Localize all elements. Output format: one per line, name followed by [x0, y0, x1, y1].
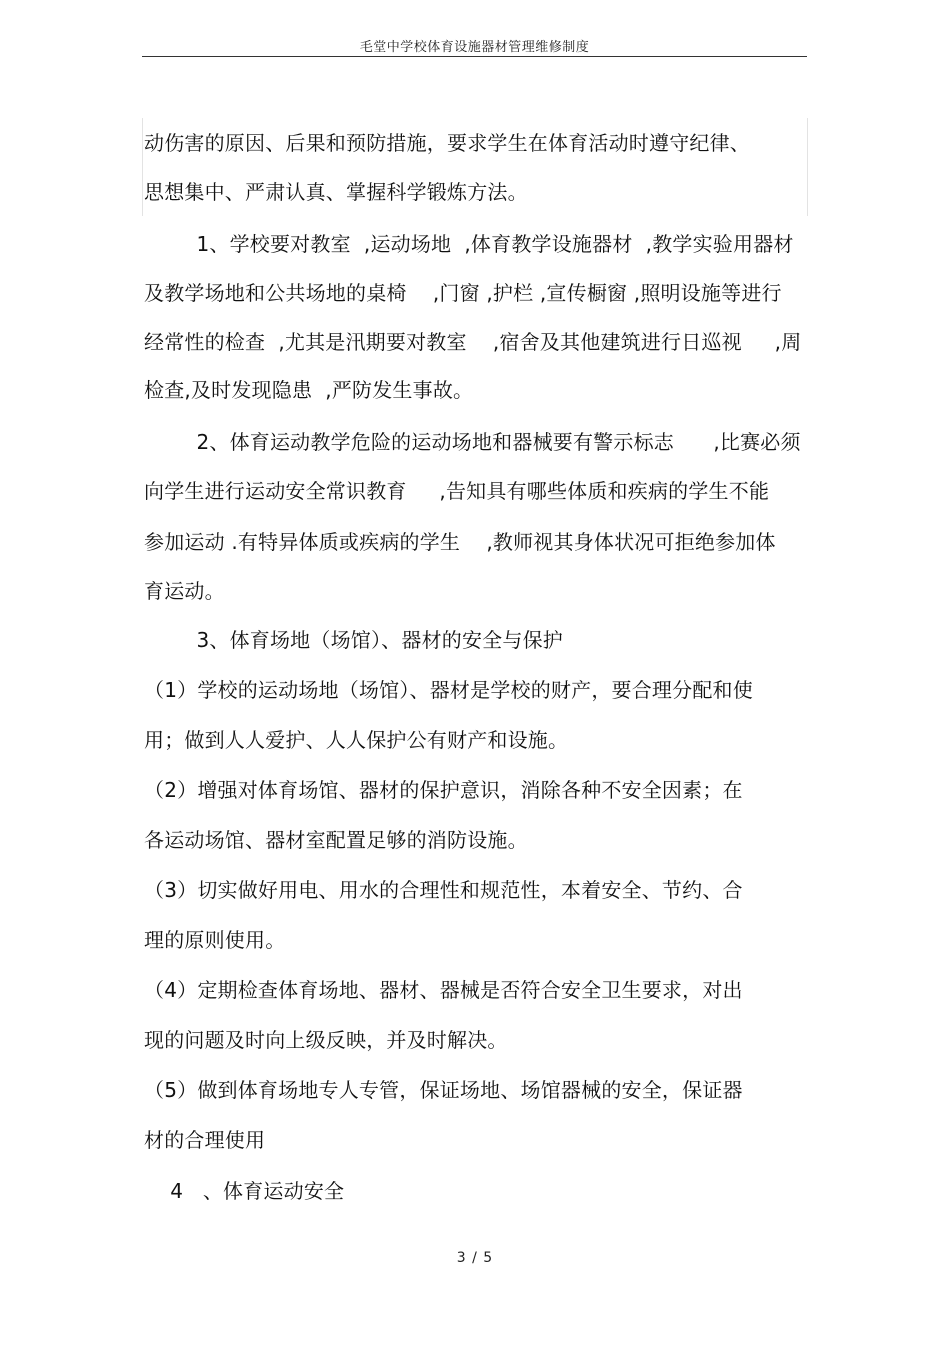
paragraph-line: 参加运动 .有特异体质或疾病的学生 ,教师视其身体状况可拒绝参加体 [144, 530, 776, 554]
paragraph-line: 检查,及时发现隐患 ,严防发生事故。 [144, 378, 474, 402]
page-number: 3 / 5 [456, 1250, 494, 1266]
paragraph-line: 理的原则使用。 [144, 928, 286, 952]
paragraph-line: 经常性的检查 ,尤其是汛期要对教室 ,宿舍及其他建筑进行日巡视 ,周 [144, 330, 802, 354]
paragraph-line: 思想集中、严肃认真、掌握科学锻炼方法。 [144, 180, 528, 204]
paragraph-line: 2、体育运动教学危险的运动场地和器械要有警示标志 ,比赛必须 [144, 430, 801, 454]
paragraph-line: 现的问题及时向上级反映，并及时解决。 [144, 1028, 508, 1052]
paragraph-line: 材的合理使用 [144, 1128, 266, 1152]
paragraph-line: 1、学校要对教室 ,运动场地 ,体育教学设施器材 ,教学实验用器材 [144, 232, 794, 256]
paragraph-line: （4）定期检查体育场地、器材、器械是否符合安全卫生要求，对出 [144, 978, 743, 1002]
document-header-title: 毛堂中学校体育设施器材管理维修制度 [359, 40, 590, 55]
header-divider [142, 56, 807, 57]
paragraph-line: （3）切实做好用电、用水的合理性和规范性，本着安全、节约、合 [144, 878, 743, 902]
paragraph-line: 动伤害的原因、后果和预防措施，要求学生在体育活动时遵守纪律、 [144, 131, 750, 155]
paragraph-line: （2）增强对体育场馆、器材的保护意识，消除各种不安全因素；在 [144, 778, 743, 802]
paragraph-line: 向学生进行运动安全常识教育 ,告知具有哪些体质和疾病的学生不能 [144, 479, 770, 503]
paragraph-line: 及教学场地和公共场地的桌椅 ,门窗 ,护栏 ,宣传橱窗 ,照明设施等进行 [144, 281, 782, 305]
paragraph-line: （1）学校的运动场地（场馆）、器材是学校的财产，要合理分配和使 [144, 678, 753, 702]
paragraph-line: 4 、体育运动安全 [144, 1179, 345, 1203]
paragraph-line: 用；做到人人爱护、人人保护公有财产和设施。 [144, 728, 569, 752]
paragraph-line: （5）做到体育场地专人专管，保证场地、场馆器械的安全，保证器 [144, 1078, 743, 1102]
paragraph-line: 3、体育场地（场馆）、器材的安全与保护 [144, 628, 563, 652]
paragraph-line: 各运动场馆、器材室配置足够的消防设施。 [144, 828, 528, 852]
paragraph-line: 育运动。 [144, 579, 225, 603]
